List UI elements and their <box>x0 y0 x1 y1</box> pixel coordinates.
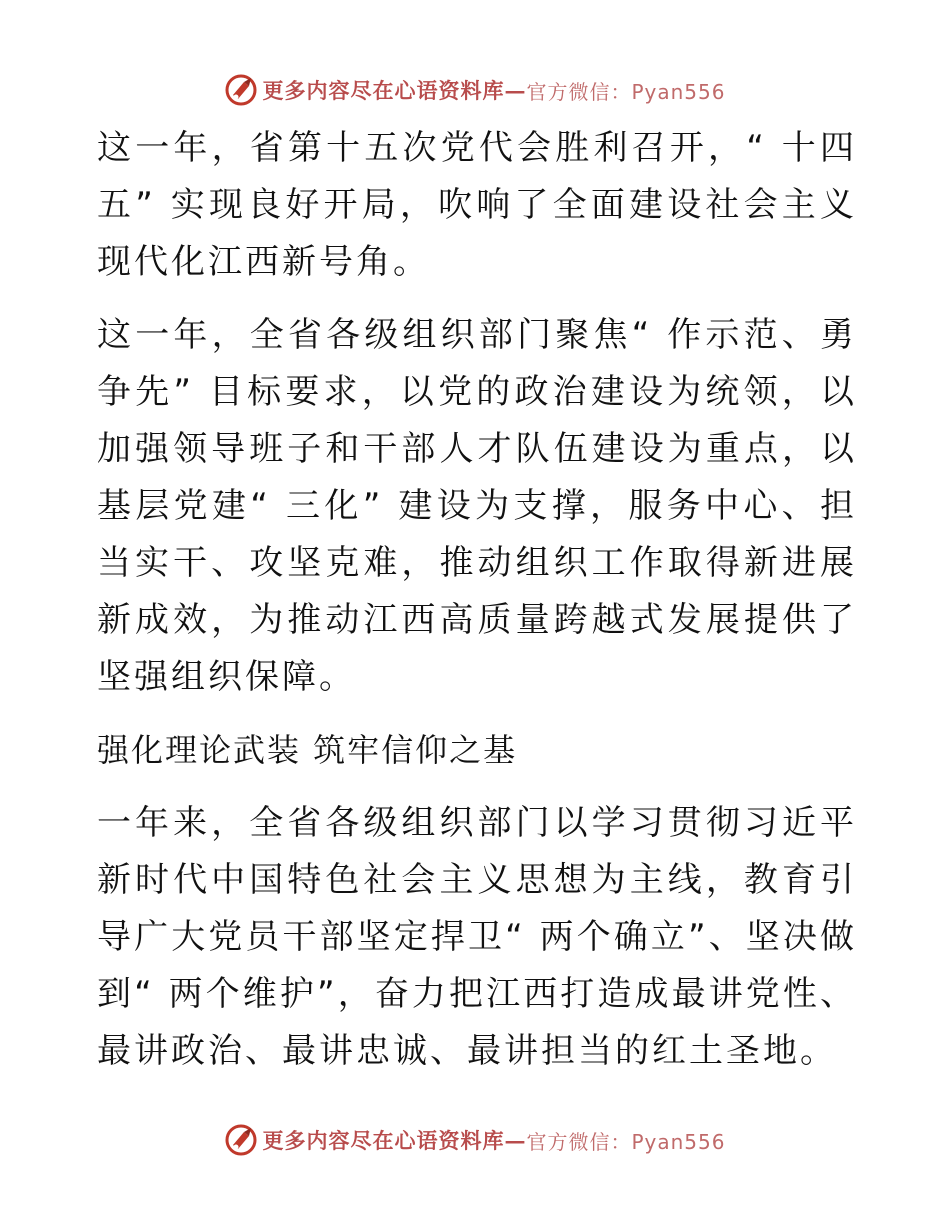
article-body <box>97 120 857 1096</box>
banner-slogan: 更多内容尽在心语资料库— <box>262 1128 527 1153</box>
banner-slogan: 更多内容尽在心语资料库— <box>262 78 527 103</box>
logo-icon <box>224 1123 258 1157</box>
paragraph-2: 这一年，全省各级组织部门聚焦“ 作示范、勇争先” 目标要求，以党的政治建设为统领，以加强领导班子和干部人才队伍建设为重点，以基层党建“ 三化” 建设为支撑，服务中心、担当实干、攻坚克难，推动组织工作取得新进展新成效，为推动江西高质量跨越式发展提供了坚强组织保障。 <box>97 315 857 697</box>
section-heading: 强化理论武装 筑牢信仰之基 <box>97 731 518 769</box>
banner-official-account: 官方微信：Pyan556 <box>526 1129 726 1154</box>
footer-banner <box>0 1120 950 1160</box>
paragraph-3: 一年来，全省各级组织部门以学习贯彻习近平新时代中国特色社会主义思想为主线，教育引导广大党员干部坚定捍卫“ 两个确立”、坚决做到“ 两个维护”，奋力把江西打造成最讲党性、最讲政治、最讲忠诚、最讲担当的红土圣地。 <box>97 803 857 1071</box>
paragraph-1: 这一年，省第十五次党代会胜利召开，“ 十四五” 实现良好开局，吹响了全面建设社会主义现代化江西新号角。 <box>97 128 857 282</box>
banner-official-account: 官方微信：Pyan556 <box>526 79 726 104</box>
header-banner <box>0 70 950 110</box>
logo-icon <box>224 73 258 107</box>
